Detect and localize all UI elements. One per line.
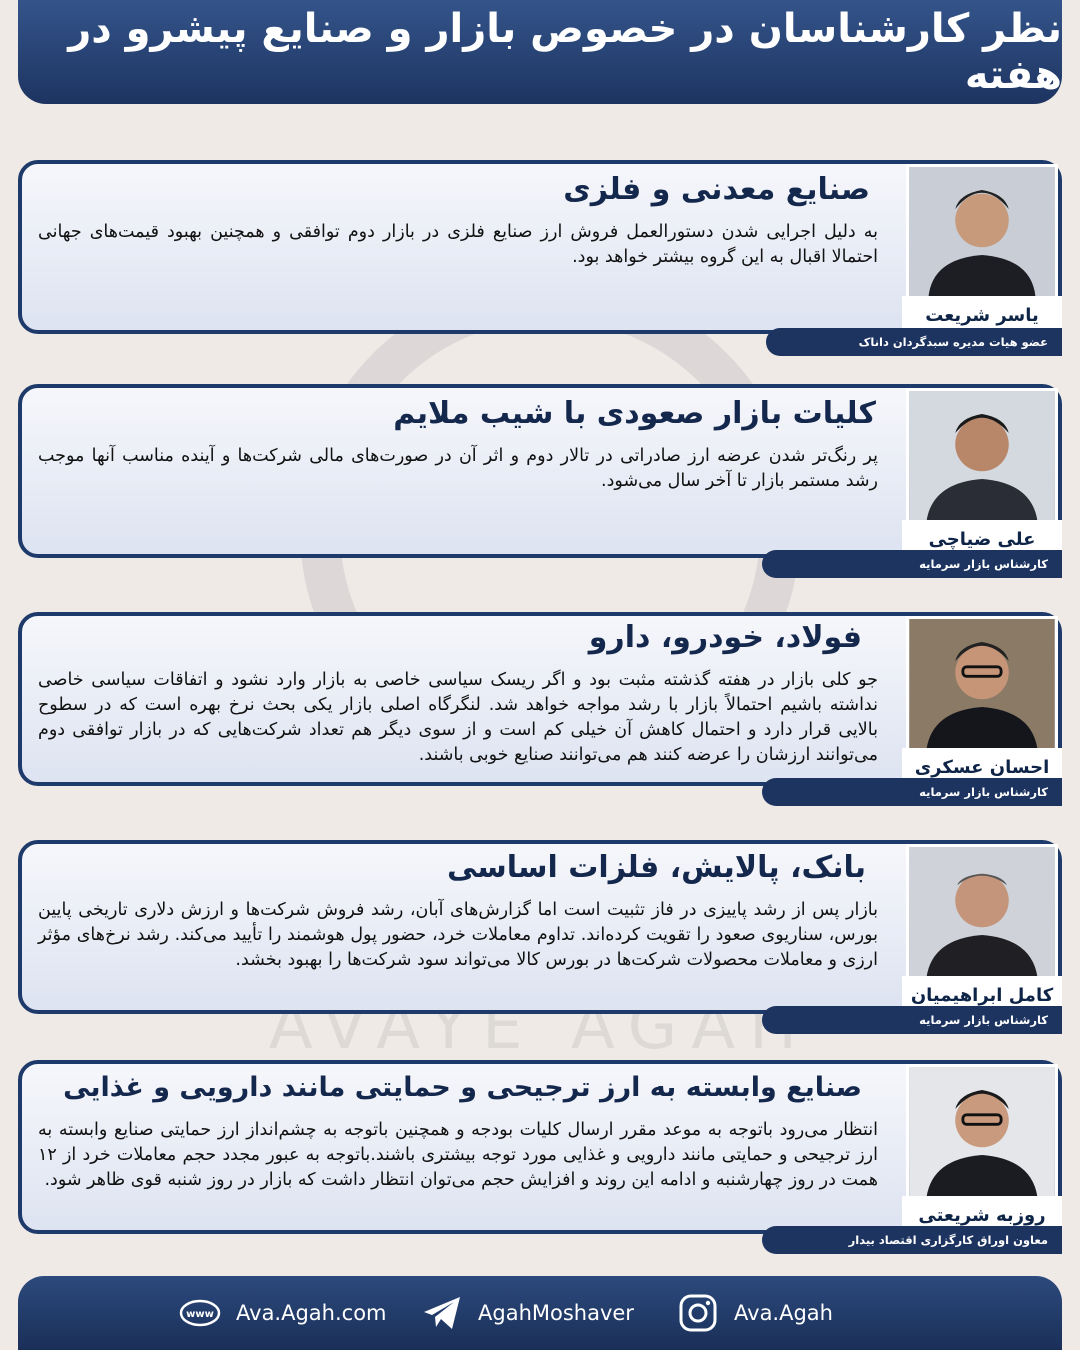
expert-name: روزبه شریعتی — [918, 1204, 1046, 1226]
card-text: انتظار می‌رود باتوجه به موعد مقرر ارسال کلیات بودجه و همچنین باتوجه به چشم‌انداز ارز حمایتی صنایع وابسته به ارز ترجیحی و حمایتی مانند دارویی و غذایی مورد توجه بیشتری باشند.باتوجه به عبور مجدد حجم معاملات خرد از ۱۲ همت در روز چهارشنبه و ادامه این روند و افزایش حجم می‌توان انتظار داشت که بازار در روز شنبه قوی ظاهر شود. — [38, 1120, 878, 1190]
expert-name: کامل ابراهیمیان — [910, 984, 1054, 1006]
expert-role: معاون اوراق کارگزاری اقتصاد بیدار — [848, 1233, 1048, 1247]
card-text: جو کلی بازار در هفته گذشته مثبت بود و اگر ریسک سیاسی خاصی به بازار وارد نشود و اتفاقات سیاسی خاصی نداشته باشیم احتمالاً بازار با رشد مواجه خواهد شد. لنگرگاه اصلی بازار یکی بحث نرخ بهره است که در سطوح بالایی قرار دارد و احتمال کاهش آن خیلی کم است و از سوی دیگر هم تعداد شرکت‌هایی که در بازار توافقی دوم می‌توانند ارزشان را عرضه کنند هم می‌توانند صنایع خوبی باشند. — [38, 670, 878, 765]
role-bar — [762, 550, 1062, 578]
card-title: فولاد، خودرو، دارو — [588, 620, 862, 655]
footer-telegram-link[interactable] — [420, 1276, 634, 1350]
expert-name: علی ضیاچی — [928, 528, 1036, 550]
footer-website-text: Ava.Agah.com — [236, 1301, 387, 1325]
expert-photo — [906, 388, 1058, 524]
card-title: بانک، پالایش، فلزات اساسی — [446, 850, 866, 885]
instagram-icon — [676, 1291, 720, 1335]
expert-photo — [906, 164, 1058, 300]
footer-website-link[interactable] — [178, 1276, 387, 1350]
expert-role: کارشناس بازار سرمایه — [919, 785, 1048, 799]
expert-role: کارشناس بازار سرمایه — [919, 557, 1048, 571]
telegram-icon — [420, 1291, 464, 1335]
footer-instagram-link[interactable] — [676, 1276, 833, 1350]
page-title: نظر کارشناسان در خصوص بازار و صنایع پیشرو در هفته — [68, 6, 1062, 98]
svg-text:www: www — [186, 1309, 214, 1320]
expert-role: کارشناس بازار سرمایه — [919, 1013, 1048, 1027]
person-photo-icon — [909, 619, 1055, 749]
expert-name: احسان عسکری — [914, 756, 1050, 778]
person-photo-icon — [909, 391, 1055, 521]
card-title: صنایع وابسته به ارز ترجیحی و حمایتی مانند دارویی و غذایی — [63, 1072, 862, 1103]
role-bar — [762, 1006, 1062, 1034]
footer-telegram-text: AgahMoshaver — [478, 1301, 634, 1325]
watermark-text: AVAYE AGAH — [268, 990, 812, 1064]
card-text: بازار پس از رشد پاییزی در فاز تثبیت است اما گزارش‌های آبان، رشد فروش شرکت‌ها و ارزش دلاری تاریخی پایین بورس، سناریوی صعود را تقویت کرده‌اند. تداوم معاملات خرد، حضور پول هوشمند را تأیید می‌کند. رشد نرخ‌های مؤثر ارزی و معاملات محصولات شرکت‌ها در بورس کالا می‌تواند سود شرکت‌ها را بهبود بخشد. — [38, 900, 878, 970]
www-icon — [178, 1291, 222, 1335]
expert-role: عضو هیات مدیره سبدگردان داناک — [858, 335, 1048, 349]
card-title: کلیات بازار صعودی با شیب ملایم — [393, 396, 876, 431]
expert-photo — [906, 844, 1058, 980]
expert-card-1 — [18, 160, 1062, 360]
expert-name: یاسر شریعت — [925, 304, 1039, 326]
header-banner — [18, 0, 1062, 104]
card-text: به دلیل اجرایی شدن دستورالعمل فروش ارز صنایع فلزی در بازار دوم توافقی و همچنین بهبود قیمت‌های جهانی احتمالا اقبال به این گروه بیشتر خواهد بود. — [38, 222, 878, 267]
person-photo-icon — [909, 1067, 1055, 1197]
card-title: صنایع معدنی و فلزی — [563, 172, 870, 207]
role-bar — [762, 1226, 1062, 1254]
footer-instagram-text: Ava.Agah — [734, 1301, 833, 1325]
role-bar — [762, 778, 1062, 806]
expert-card-3 — [18, 612, 1062, 812]
person-photo-icon — [909, 847, 1055, 977]
expert-card-5 — [18, 1060, 1062, 1260]
expert-card-2 — [18, 384, 1062, 584]
footer-bar — [18, 1276, 1062, 1350]
expert-card-4 — [18, 840, 1062, 1040]
role-bar — [766, 328, 1062, 356]
expert-photo — [906, 1064, 1058, 1200]
card-text: پر رنگ‌تر شدن عرضه ارز صادراتی در تالار دوم و اثر آن در صورت‌های مالی شرکت‌ها و آینده مناسب آنها موجب رشد مستمر بازار تا آخر سال می‌شود. — [38, 446, 878, 491]
expert-photo — [906, 616, 1058, 752]
person-photo-icon — [909, 167, 1055, 297]
